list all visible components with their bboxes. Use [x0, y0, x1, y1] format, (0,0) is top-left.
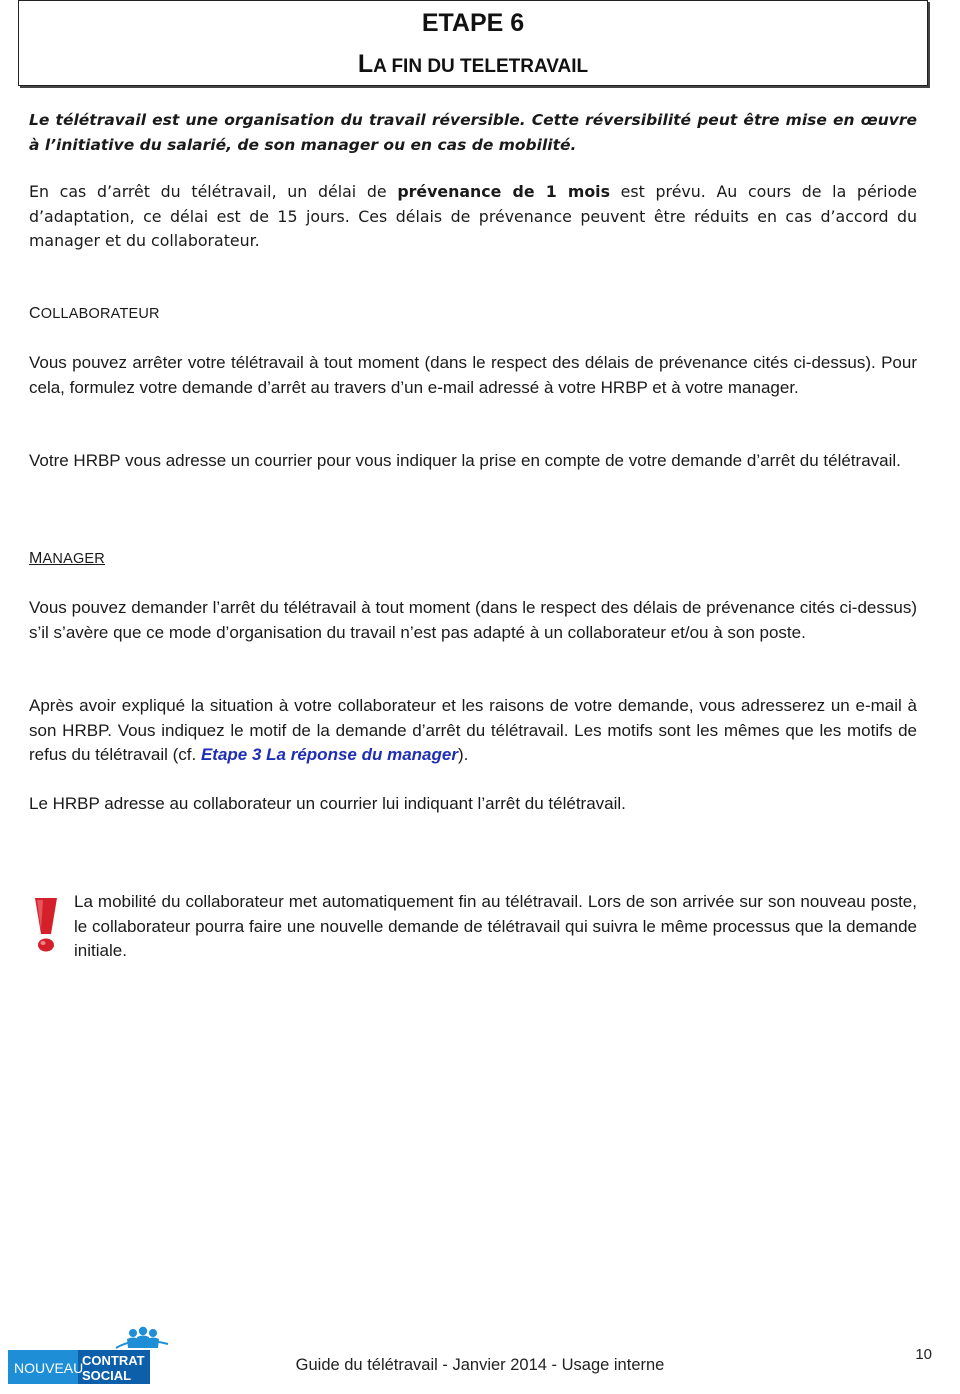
notice-part1: En cas d’arrêt du télétravail, un délai de	[29, 182, 398, 201]
title-cap: E	[421, 9, 439, 37]
manager-paragraph-3: Le HRBP adresse au collaborateur un courrier lui indiquant l’arrêt du télétravail.	[29, 794, 626, 813]
collaborateur-paragraph-1: Vous pouvez arrêter votre télétravail à tout moment (dans le respect des délais de prévenance cités ci-dessus). Pour cela, formulez votre demande d’arrêt au travers d’un e-mail adressé à votre HRBP et à votre manager.	[29, 353, 917, 397]
collaborateur-heading-cap: C	[29, 305, 41, 322]
logo-text-contrat: CONTRAT	[82, 1353, 145, 1368]
collaborateur-heading	[29, 305, 160, 323]
page-number: 10	[915, 1346, 932, 1363]
page-title	[19, 9, 927, 38]
logo-text-social: SOCIAL	[82, 1368, 132, 1383]
manager-paragraph-1: Vous pouvez demander l’arrêt du télétravail à tout moment (dans le respect des délais de prévenance cités ci-dessus) s’il s’avère que ce mode d’organisation du travail n’est pas adapté à un collaborateur et/ou à son poste.	[29, 598, 917, 642]
title-rest: TAPE 6	[438, 9, 525, 37]
page-subtitle	[19, 50, 927, 79]
notice-part2: est prévu. Au cours de la période d’adaptation, ce délai est de 15 jours. Ces délais de prévenance peuvent être réduits en cas d’accord du manager et du collaborateur.	[29, 182, 917, 250]
manager-paragraph-2	[29, 694, 917, 768]
notice-bold: prévenance de 1 mois	[397, 182, 610, 201]
warning-text: La mobilité du collaborateur met automatiquement fin au télétravail. Lors de son arrivée sur son nouveau poste, le collaborateur pourra faire une nouvelle demande de télétravail qui suivra le même processus que la demande initiale.	[74, 892, 917, 960]
collaborateur-paragraph-2: Votre HRBP vous adresse un courrier pour vous indiquer la prise en compte de votre demande d’arrêt du télétravail.	[29, 451, 901, 470]
intro-paragraph: Le télétravail est une organisation du travail réversible. Cette réversibilité peut être mise en œuvre à l’initiative du salarié, de son manager ou en cas de mobilité.	[29, 111, 917, 154]
exclamation-icon	[28, 894, 64, 954]
footer-text: Guide du télétravail - Janvier 2014 - Usage interne	[295, 1356, 665, 1374]
manager-heading	[29, 550, 105, 568]
title-box	[18, 0, 928, 86]
subtitle-cap: L	[357, 50, 374, 78]
manager-p2-after: ).	[457, 745, 469, 764]
manager-heading-cap: M	[29, 550, 43, 567]
notice-paragraph	[29, 180, 917, 254]
logo-text-nouveau: NOUVEAU	[14, 1360, 84, 1376]
manager-heading-rest: ANAGER	[42, 551, 105, 567]
manager-p2-before: Après avoir expliqué la situation à votre collaborateur et les raisons de votre demande, vous adresserez un e-mail à son HRBP. Vous indiquez le motif de la demande d’arrêt du télétravail. Les motifs sont les mêmes que les motifs de refus du télétravail (cf.	[29, 696, 917, 764]
etape-3-link[interactable]: Etape 3 La réponse du manager	[200, 745, 458, 764]
collaborateur-heading-rest: OLLABORATEUR	[40, 306, 160, 322]
subtitle-rest: A FIN DU TELETRAVAIL	[373, 56, 589, 77]
